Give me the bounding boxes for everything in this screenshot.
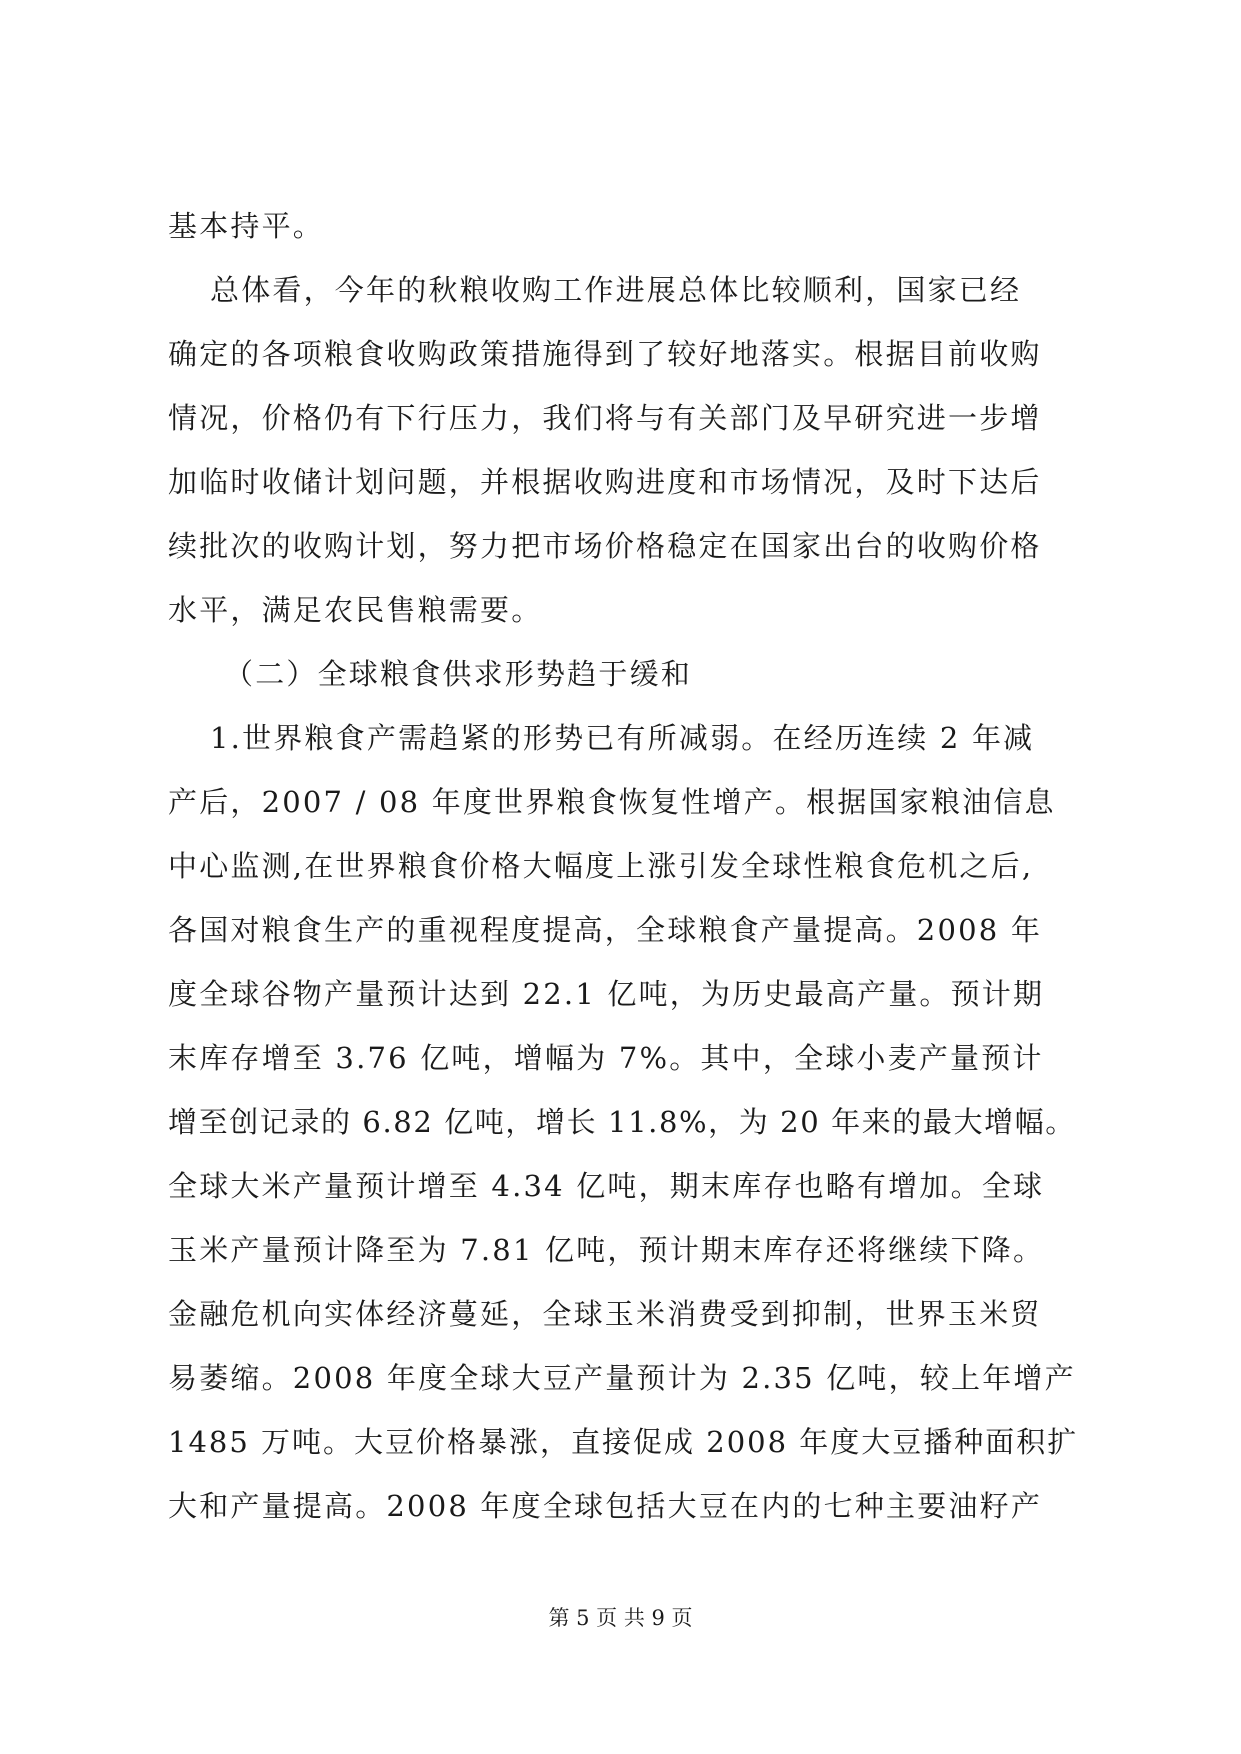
paragraph-first-line: 1.世界粮食产需趋紧的形势已有所减弱。在经历连续 2 年减 [210,721,1035,755]
body-text-line: 玉米产量预计降至为 7.81 亿吨，预计期末库存还将继续下降。 [168,1233,1045,1267]
body-text-line: 大和产量提高。2008 年度全球包括大豆在内的七种主要油籽产 [168,1489,1043,1523]
body-text-line: 全球大米产量预计增至 4.34 亿吨，期末库存也略有增加。全球 [168,1169,1045,1203]
body-text-line: 确定的各项粮食收购政策措施得到了较好地落实。根据目前收购 [168,337,1042,371]
body-text-line: 1485 万吨。大豆价格暴涨，直接促成 2008 年度大豆播种面积扩 [168,1425,1079,1459]
body-text-line: 产后，2007 / 08 年度世界粮食恢复性增产。根据国家粮油信息 [168,785,1056,819]
body-text-line: 易萎缩。2008 年度全球大豆产量预计为 2.35 亿吨，较上年增产 [168,1361,1076,1395]
body-text-line: 各国对粮食生产的重视程度提高，全球粮食产量提高。2008 年 [168,913,1043,947]
body-text-line: 金融危机向实体经济蔓延，全球玉米消费受到抑制，世界玉米贸 [168,1297,1042,1331]
body-text-line: 基本持平。 [168,209,325,243]
body-text-line: 续批次的收购计划，努力把市场价格稳定在国家出台的收购价格 [168,529,1042,563]
section-heading: （二）全球粮食供求形势趋于缓和 [224,657,693,691]
body-text-line: 情况，价格仍有下行压力，我们将与有关部门及早研究进一步增 [168,401,1042,435]
body-text-line: 中心监测,在世界粮食价格大幅度上涨引发全球性粮食危机之后, [168,849,1034,883]
page-number-footer: 第 5 页 共 9 页 [548,1606,693,1630]
body-text-line: 度全球谷物产量预计达到 22.1 亿吨，为历史最高产量。预计期 [168,977,1045,1011]
body-text-line: 末库存增至 3.76 亿吨，增幅为 7%。其中，全球小麦产量预计 [168,1041,1044,1075]
body-text-line: 水平，满足农民售粮需要。 [168,593,543,627]
body-text-line: 加临时收储计划问题，并根据收购进度和市场情况，及时下达后 [168,465,1042,499]
paragraph-first-line: 总体看，今年的秋粮收购工作进展总体比较顺利，国家已经 [210,273,1022,307]
body-text-line: 增至创记录的 6.82 亿吨，增长 11.8%，为 20 年来的最大增幅。 [168,1105,1076,1139]
